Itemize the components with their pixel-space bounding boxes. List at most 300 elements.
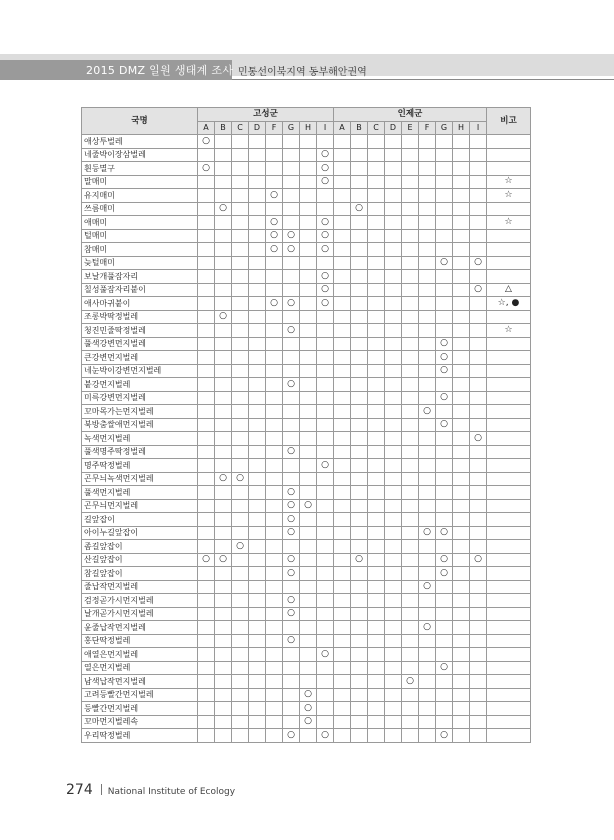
occurrence-cell (300, 175, 317, 189)
occurrence-cell (198, 229, 215, 243)
occurrence-cell (266, 486, 283, 500)
occurrence-cell (249, 445, 266, 459)
occurrence-cell (232, 351, 249, 365)
occurrence-cell (232, 432, 249, 446)
species-name: 참길앞잡이 (82, 567, 198, 581)
occurrence-cell: ○ (283, 229, 300, 243)
occurrence-cell (368, 270, 385, 284)
occurrence-cell (232, 405, 249, 419)
occurrence-cell (198, 594, 215, 608)
occurrence-cell (283, 540, 300, 554)
occurrence-cell (215, 580, 232, 594)
occurrence-cell (334, 459, 351, 473)
occurrence-cell (249, 661, 266, 675)
table-row (82, 553, 531, 567)
footer-divider (101, 784, 102, 795)
occurrence-cell (249, 513, 266, 527)
species-name: 열은먼지벌레 (82, 661, 198, 675)
occurrence-cell (453, 675, 470, 689)
occurrence-cell (283, 189, 300, 203)
occurrence-cell (249, 607, 266, 621)
occurrence-cell (470, 459, 487, 473)
occurrence-cell (419, 486, 436, 500)
occurrence-cell (249, 702, 266, 716)
occurrence-cell (300, 634, 317, 648)
occurrence-cell (419, 648, 436, 662)
note-cell (487, 702, 531, 716)
site-header-inje: E (402, 121, 419, 135)
occurrence-cell: ○ (283, 594, 300, 608)
occurrence-cell (249, 310, 266, 324)
occurrence-cell (300, 459, 317, 473)
table-row (82, 135, 531, 149)
occurrence-cell (215, 702, 232, 716)
occurrence-cell (436, 459, 453, 473)
occurrence-cell (266, 337, 283, 351)
occurrence-cell (368, 202, 385, 216)
occurrence-cell (453, 526, 470, 540)
occurrence-cell (453, 364, 470, 378)
occurrence-cell (419, 472, 436, 486)
note-cell (487, 351, 531, 365)
occurrence-cell: ○ (283, 499, 300, 513)
occurrence-cell: ○ (283, 526, 300, 540)
occurrence-cell (232, 607, 249, 621)
occurrence-cell (300, 445, 317, 459)
occurrence-cell (266, 513, 283, 527)
occurrence-cell (402, 270, 419, 284)
occurrence-cell (385, 729, 402, 743)
occurrence-cell (470, 715, 487, 729)
occurrence-cell (436, 148, 453, 162)
occurrence-cell (436, 270, 453, 284)
occurrence-cell (215, 567, 232, 581)
occurrence-cell (215, 283, 232, 297)
occurrence-cell (419, 324, 436, 338)
occurrence-cell (351, 229, 368, 243)
occurrence-cell (215, 513, 232, 527)
occurrence-cell (334, 270, 351, 284)
occurrence-cell (470, 445, 487, 459)
occurrence-cell (300, 526, 317, 540)
header-rule (232, 79, 614, 80)
note-cell (487, 405, 531, 419)
occurrence-cell (249, 202, 266, 216)
occurrence-cell (249, 216, 266, 230)
table-row (82, 580, 531, 594)
species-name: 붙강먼지벌레 (82, 378, 198, 392)
occurrence-cell (232, 148, 249, 162)
species-name: 풀색명주딱정벌레 (82, 445, 198, 459)
species-name: 등빨간먼지벌레 (82, 702, 198, 716)
occurrence-cell (198, 661, 215, 675)
occurrence-cell (232, 391, 249, 405)
occurrence-cell (470, 297, 487, 311)
occurrence-cell (334, 648, 351, 662)
occurrence-cell (385, 216, 402, 230)
species-name: 조롱박딱정벌레 (82, 310, 198, 324)
occurrence-cell (232, 270, 249, 284)
occurrence-cell (334, 175, 351, 189)
occurrence-cell (334, 256, 351, 270)
occurrence-cell (419, 378, 436, 392)
occurrence-cell (232, 175, 249, 189)
occurrence-cell (419, 729, 436, 743)
occurrence-cell (351, 432, 368, 446)
occurrence-cell (436, 513, 453, 527)
occurrence-cell (266, 135, 283, 149)
occurrence-cell (470, 351, 487, 365)
table-row (82, 526, 531, 540)
occurrence-cell (385, 607, 402, 621)
occurrence-cell (283, 621, 300, 635)
occurrence-cell (198, 472, 215, 486)
occurrence-cell (402, 661, 419, 675)
occurrence-cell (232, 729, 249, 743)
occurrence-cell (283, 648, 300, 662)
occurrence-cell (283, 580, 300, 594)
occurrence-cell (249, 229, 266, 243)
occurrence-cell (470, 567, 487, 581)
occurrence-cell (232, 135, 249, 149)
occurrence-cell (334, 162, 351, 176)
occurrence-cell (232, 553, 249, 567)
occurrence-cell (368, 445, 385, 459)
occurrence-cell: ○ (266, 189, 283, 203)
species-name: 큰강변먼지벌레 (82, 351, 198, 365)
occurrence-cell (198, 675, 215, 689)
table-row (82, 445, 531, 459)
occurrence-cell (300, 675, 317, 689)
occurrence-cell (470, 513, 487, 527)
occurrence-cell (215, 324, 232, 338)
occurrence-cell (232, 702, 249, 716)
species-name: 털매미 (82, 229, 198, 243)
occurrence-cell (368, 715, 385, 729)
occurrence-cell (385, 391, 402, 405)
occurrence-cell (419, 567, 436, 581)
occurrence-cell (470, 634, 487, 648)
occurrence-cell (351, 486, 368, 500)
occurrence-cell (249, 324, 266, 338)
occurrence-cell (334, 702, 351, 716)
occurrence-cell (198, 567, 215, 581)
occurrence-cell: ○ (436, 553, 453, 567)
occurrence-cell: ○ (436, 391, 453, 405)
occurrence-cell (334, 391, 351, 405)
occurrence-cell (402, 688, 419, 702)
occurrence-cell (419, 391, 436, 405)
table-row (82, 202, 531, 216)
occurrence-cell (368, 472, 385, 486)
occurrence-cell (419, 297, 436, 311)
occurrence-cell (266, 648, 283, 662)
occurrence-cell (334, 729, 351, 743)
occurrence-cell (249, 189, 266, 203)
occurrence-cell: ○ (317, 243, 334, 257)
occurrence-cell (198, 702, 215, 716)
species-name: 네눈박이강변먼지벌레 (82, 364, 198, 378)
occurrence-cell (385, 634, 402, 648)
table-row (82, 459, 531, 473)
occurrence-cell (215, 621, 232, 635)
occurrence-cell (283, 283, 300, 297)
occurrence-cell (470, 189, 487, 203)
occurrence-cell (249, 688, 266, 702)
occurrence-cell (249, 351, 266, 365)
occurrence-cell (198, 621, 215, 635)
occurrence-cell (198, 432, 215, 446)
occurrence-cell (334, 540, 351, 554)
occurrence-cell (317, 567, 334, 581)
occurrence-cell (334, 594, 351, 608)
occurrence-cell (402, 621, 419, 635)
report-title: 2015 DMZ 일원 생태계 조사 (86, 64, 234, 77)
occurrence-cell: ○ (419, 405, 436, 419)
occurrence-cell (436, 243, 453, 257)
note-cell (487, 310, 531, 324)
species-name: 아이누길앞잡이 (82, 526, 198, 540)
occurrence-cell (385, 351, 402, 365)
note-cell (487, 580, 531, 594)
species-name: 곤무늬녹색먼지벌레 (82, 472, 198, 486)
occurrence-cell: ○ (283, 513, 300, 527)
occurrence-cell (419, 418, 436, 432)
note-cell (487, 162, 531, 176)
occurrence-cell (419, 702, 436, 716)
occurrence-cell (453, 499, 470, 513)
occurrence-cell (419, 243, 436, 257)
occurrence-cell (334, 364, 351, 378)
occurrence-cell (385, 243, 402, 257)
species-name: 고려등빨간먼지벌레 (82, 688, 198, 702)
site-header-inje: A (334, 121, 351, 135)
occurrence-cell (215, 270, 232, 284)
occurrence-cell: ○ (215, 472, 232, 486)
table-row (82, 567, 531, 581)
table-row (82, 310, 531, 324)
occurrence-cell (351, 499, 368, 513)
species-name: 줄납작먼지벌레 (82, 580, 198, 594)
occurrence-cell: ○ (283, 297, 300, 311)
occurrence-cell (436, 472, 453, 486)
occurrence-cell (419, 675, 436, 689)
note-cell: ☆ (487, 189, 531, 203)
occurrence-cell (317, 337, 334, 351)
note-cell: ☆ (487, 216, 531, 230)
table-row (82, 688, 531, 702)
occurrence-cell (419, 499, 436, 513)
occurrence-cell (300, 621, 317, 635)
occurrence-cell (334, 229, 351, 243)
occurrence-cell (385, 256, 402, 270)
note-cell (487, 459, 531, 473)
occurrence-cell (232, 202, 249, 216)
occurrence-cell (198, 202, 215, 216)
occurrence-cell (198, 337, 215, 351)
species-name: 풀색먼지벌레 (82, 486, 198, 500)
species-name: 미륵강변먼지벌레 (82, 391, 198, 405)
occurrence-cell: ○ (317, 648, 334, 662)
occurrence-cell (334, 243, 351, 257)
occurrence-cell (368, 175, 385, 189)
occurrence-cell (334, 675, 351, 689)
table-row (82, 540, 531, 554)
note-cell (487, 499, 531, 513)
occurrence-cell: ○ (198, 162, 215, 176)
occurrence-cell (351, 459, 368, 473)
occurrence-cell (351, 324, 368, 338)
occurrence-cell (402, 351, 419, 365)
table-row (82, 216, 531, 230)
occurrence-cell (385, 621, 402, 635)
occurrence-cell (436, 499, 453, 513)
occurrence-cell (232, 418, 249, 432)
occurrence-cell (453, 486, 470, 500)
occurrence-cell (300, 594, 317, 608)
occurrence-cell: ○ (266, 243, 283, 257)
occurrence-cell: ○ (300, 688, 317, 702)
occurrence-cell: ○ (198, 135, 215, 149)
occurrence-cell (232, 688, 249, 702)
occurrence-cell (470, 688, 487, 702)
occurrence-cell (419, 270, 436, 284)
occurrence-cell (198, 175, 215, 189)
occurrence-cell (266, 418, 283, 432)
occurrence-cell (249, 405, 266, 419)
header-row-groups (82, 108, 531, 122)
occurrence-cell (368, 432, 385, 446)
occurrence-cell (385, 540, 402, 554)
occurrence-cell (283, 702, 300, 716)
occurrence-cell (351, 256, 368, 270)
occurrence-cell (470, 310, 487, 324)
occurrence-cell (351, 364, 368, 378)
occurrence-cell (453, 405, 470, 419)
occurrence-cell (266, 715, 283, 729)
occurrence-cell (283, 661, 300, 675)
occurrence-cell (198, 459, 215, 473)
occurrence-cell: ○ (436, 418, 453, 432)
occurrence-cell (334, 621, 351, 635)
occurrence-cell (385, 405, 402, 419)
occurrence-cell (470, 243, 487, 257)
occurrence-cell (317, 378, 334, 392)
note-cell (487, 243, 531, 257)
occurrence-cell: ○ (198, 553, 215, 567)
occurrence-cell (402, 594, 419, 608)
occurrence-cell (402, 553, 419, 567)
occurrence-cell (232, 310, 249, 324)
occurrence-cell (317, 702, 334, 716)
occurrence-cell (232, 486, 249, 500)
occurrence-cell (198, 513, 215, 527)
occurrence-cell (300, 580, 317, 594)
occurrence-cell (453, 175, 470, 189)
note-cell (487, 634, 531, 648)
occurrence-cell (283, 270, 300, 284)
occurrence-cell (453, 135, 470, 149)
occurrence-cell (470, 729, 487, 743)
table-row (82, 351, 531, 365)
occurrence-cell (300, 553, 317, 567)
occurrence-cell (368, 351, 385, 365)
occurrence-cell (470, 418, 487, 432)
occurrence-cell (317, 351, 334, 365)
occurrence-cell (351, 729, 368, 743)
occurrence-cell (453, 351, 470, 365)
occurrence-cell (334, 634, 351, 648)
occurrence-cell (300, 540, 317, 554)
occurrence-cell (232, 567, 249, 581)
occurrence-cell (215, 594, 232, 608)
species-name: 꼬마먼지벌레속 (82, 715, 198, 729)
occurrence-cell (470, 499, 487, 513)
occurrence-cell (470, 540, 487, 554)
table-row (82, 337, 531, 351)
occurrence-cell (266, 391, 283, 405)
species-name: 네줄박이장삼벌레 (82, 148, 198, 162)
occurrence-cell (453, 148, 470, 162)
occurrence-cell (470, 675, 487, 689)
occurrence-cell (317, 391, 334, 405)
occurrence-cell (368, 567, 385, 581)
occurrence-cell (232, 526, 249, 540)
occurrence-cell (385, 513, 402, 527)
occurrence-cell (402, 540, 419, 554)
note-cell (487, 256, 531, 270)
occurrence-cell (198, 189, 215, 203)
occurrence-cell (453, 243, 470, 257)
occurrence-cell (402, 391, 419, 405)
species-name: 참매미 (82, 243, 198, 257)
occurrence-cell (266, 526, 283, 540)
occurrence-cell (385, 270, 402, 284)
occurrence-cell (266, 459, 283, 473)
occurrence-cell (317, 472, 334, 486)
note-cell (487, 648, 531, 662)
occurrence-cell: ○ (470, 283, 487, 297)
occurrence-cell (385, 499, 402, 513)
occurrence-cell (317, 324, 334, 338)
occurrence-cell: ○ (283, 729, 300, 743)
occurrence-cell (402, 310, 419, 324)
table-row (82, 715, 531, 729)
species-name: 청진민줄딱정벌레 (82, 324, 198, 338)
occurrence-cell (470, 378, 487, 392)
occurrence-cell (351, 418, 368, 432)
occurrence-cell (436, 648, 453, 662)
occurrence-cell (453, 216, 470, 230)
occurrence-cell (368, 553, 385, 567)
occurrence-cell (470, 135, 487, 149)
occurrence-cell (402, 648, 419, 662)
occurrence-cell (317, 445, 334, 459)
species-name: 풀색강변먼지벌레 (82, 337, 198, 351)
occurrence-cell (351, 135, 368, 149)
occurrence-cell (232, 364, 249, 378)
occurrence-cell (453, 472, 470, 486)
occurrence-cell (368, 621, 385, 635)
occurrence-cell (215, 526, 232, 540)
occurrence-cell (385, 580, 402, 594)
occurrence-cell (317, 661, 334, 675)
occurrence-cell (232, 634, 249, 648)
note-cell: △ (487, 283, 531, 297)
occurrence-cell (198, 243, 215, 257)
occurrence-cell (385, 688, 402, 702)
occurrence-cell (385, 364, 402, 378)
